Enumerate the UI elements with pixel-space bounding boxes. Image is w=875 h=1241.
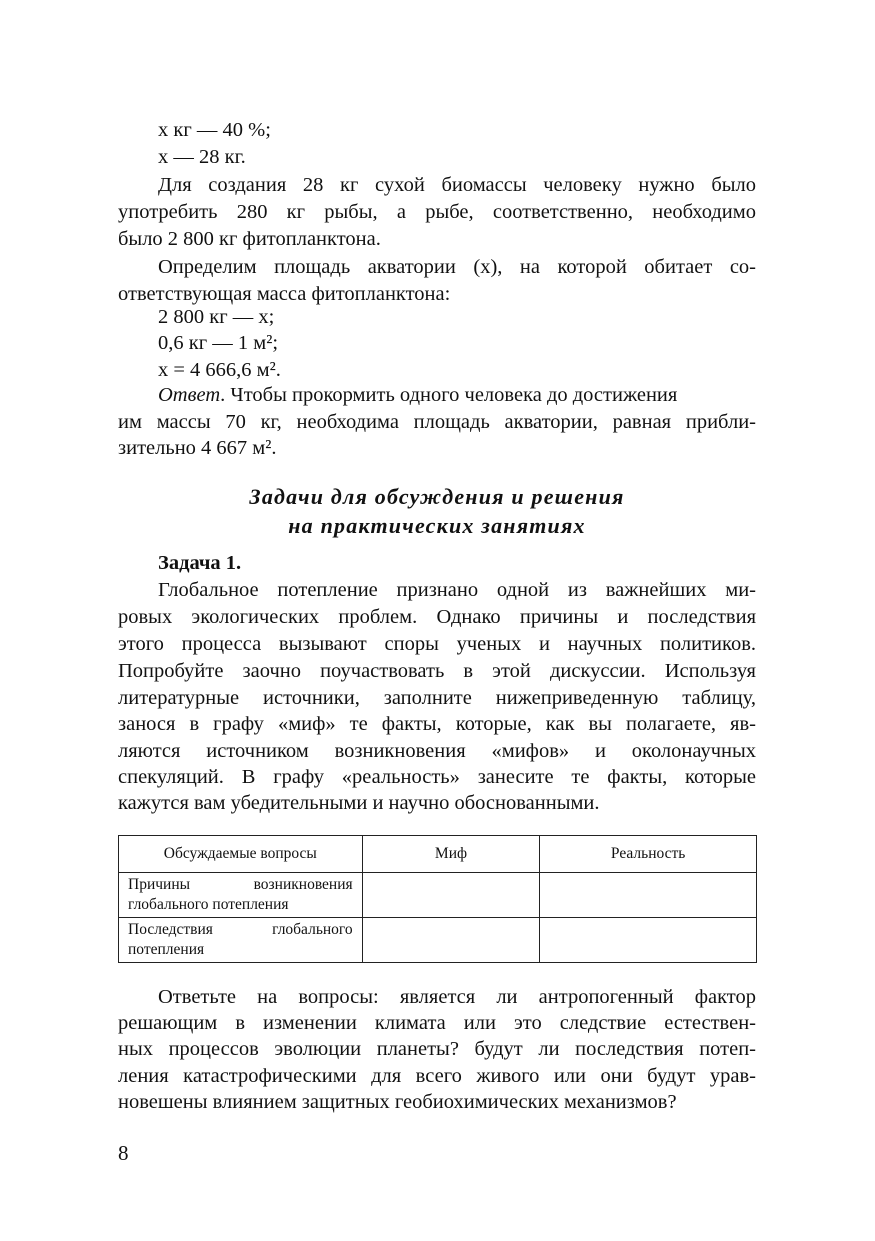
header-questions: Обсуждаемые вопросы xyxy=(119,836,363,873)
text-line: Ответьте на вопросы: является ли антропогенный фактор xyxy=(158,986,756,1008)
section-heading: на практических занятиях xyxy=(288,513,586,538)
text-line: зительно 4 667 м². xyxy=(118,437,277,459)
section-heading: Задачи для обсуждения и решения xyxy=(249,484,625,509)
page-number: 8 xyxy=(118,1141,129,1165)
cell-question: Причины возникновения глобального потепления xyxy=(119,873,363,918)
text-line: кажутся вам убедительными и научно обоснованными. xyxy=(118,792,600,814)
text-line: Определим площадь акватории (x), на которой обитает со- xyxy=(158,256,756,278)
task-title: Задача 1. xyxy=(158,552,242,574)
text-line: литературные источники, заполните нижеприведенную таблицу, xyxy=(118,687,756,709)
table-row xyxy=(119,918,757,963)
cell-reality xyxy=(540,873,757,918)
answer-text: . Чтобы прокормить одного человека до достижения xyxy=(220,384,678,406)
text-line: решающим в изменении климата или это следствие естествен- xyxy=(118,1012,756,1034)
text-line: было 2 800 кг фитопланктона. xyxy=(118,228,381,250)
table-row xyxy=(119,873,757,918)
cell-myth xyxy=(362,918,540,963)
text-line: ровых экологических проблем. Однако причины и последствия xyxy=(118,606,756,628)
text-line: ответствующая масса фитопланктона: xyxy=(118,283,451,305)
text-line: употребить 280 кг рыбы, а рыбе, соответственно, необходимо xyxy=(118,201,756,223)
text-line: ляются источником возникновения «мифов» и околонаучных xyxy=(118,740,756,762)
answer-label: Ответ xyxy=(158,384,221,406)
header-reality: Реальность xyxy=(540,836,757,873)
table-header-row xyxy=(119,836,757,873)
formula-line: x = 4 666,6 м². xyxy=(158,359,281,381)
text-line: спекуляций. В графу «реальность» занесите те факты, которые xyxy=(118,766,756,788)
text-line: этого процесса вызывают споры ученых и научных политиков. xyxy=(118,633,756,655)
text-line: Глобальное потепление признано одной из важнейших ми- xyxy=(158,579,756,601)
myth-reality-table xyxy=(118,835,757,963)
cell-question: Последствия глобального потепления xyxy=(119,918,363,963)
header-myth: Миф xyxy=(362,836,540,873)
text-line: ных процессов эволюции планеты? будут ли последствия потеп- xyxy=(118,1038,756,1060)
cell-reality xyxy=(540,918,757,963)
formula-line: x кг — 40 %; xyxy=(158,119,271,141)
cell-myth xyxy=(362,873,540,918)
formula-line: 2 800 кг — x; xyxy=(158,306,275,328)
text-line: новешены влиянием защитных геобиохимических механизмов? xyxy=(118,1091,677,1113)
text-line: ления катастрофическими для всего живого или они будут урав- xyxy=(118,1065,756,1087)
text-line: им массы 70 кг, необходима площадь акватории, равная прибли- xyxy=(118,411,756,433)
formula-line: x — 28 кг. xyxy=(158,146,246,168)
text-line: Для создания 28 кг сухой биомассы человеку нужно было xyxy=(158,174,756,196)
text-line: занося в графу «миф» те факты, которые, как вы полагаете, яв- xyxy=(118,713,756,735)
answer-line xyxy=(158,382,756,408)
formula-line: 0,6 кг — 1 м²; xyxy=(158,332,279,354)
text-line: Попробуйте заочно поучаствовать в этой дискуссии. Используя xyxy=(118,660,756,682)
